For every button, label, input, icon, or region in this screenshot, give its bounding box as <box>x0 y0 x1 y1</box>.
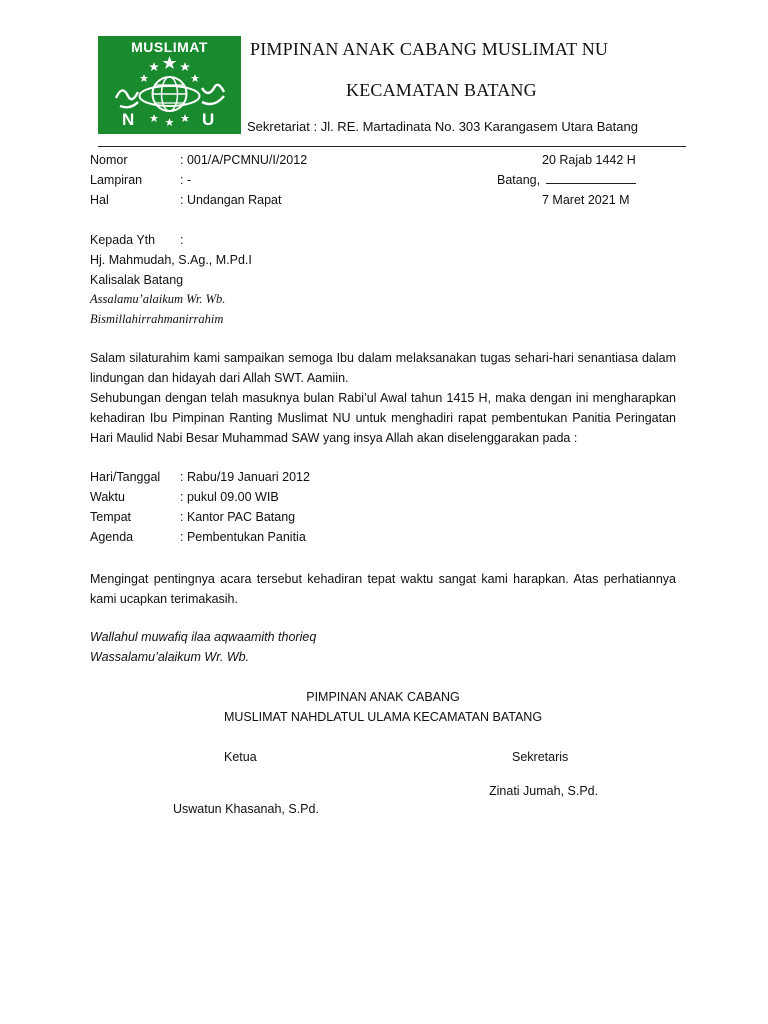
recipient-name: Hj. Mahmudah, S.Ag., M.Pd.I <box>90 253 252 267</box>
date-place <box>497 173 636 187</box>
nomor-label: Nomor <box>90 153 128 167</box>
lampiran-value: : - <box>180 173 192 187</box>
logo-letter-n: N <box>122 110 135 129</box>
body-paragraph-2: Sehubungan dengan telah masuknya bulan Rabi’ul Awal tahun 1415 H, maka dengan ini mengharapkan kehadiran Ibu Pimpinan Ranting Muslimat NU untuk menghadiri rapat pembentukan Panitia Peringatan Hari Maulid Nabi Besar Muhammad SAW yang insya Allah akan diselenggarakan pada : <box>90 391 676 445</box>
logo-top-text: MUSLIMAT <box>131 39 208 55</box>
event-time-value: : pukul 09.00 WIB <box>180 490 279 504</box>
body-paragraph-1: Salam silaturahim kami sampaikan semoga Ibu dalam melaksanakan tugas sehari-hari senantiasa dalam lindungan dan hidayah dari Allah SWT. Aamiin. <box>90 351 676 385</box>
secretary-title: Sekretaris <box>512 750 569 764</box>
secretary-name: Zinati Jumah, S.Pd. <box>489 784 599 798</box>
date-place-label: Batang, <box>497 173 541 187</box>
body-paragraph-3: Mengingat pentingnya acara tersebut kehadiran tepat waktu sangat kami harapkan. Atas perhatiannya kami ucapkan terimakasih. <box>90 572 676 606</box>
kepada-label: Kepada Yth <box>90 233 156 247</box>
event-time-label: Waktu <box>90 490 125 504</box>
greeting-salam: Assalamu’alaikum Wr. Wb. <box>90 292 226 306</box>
greeting-basmalah: Bismillahirrahmanirrahim <box>90 312 224 326</box>
event-date-label: Hari/Tanggal <box>90 470 161 484</box>
recipient-place: Kalisalak Batang <box>90 273 184 287</box>
signature-org-line-1: PIMPINAN ANAK CABANG <box>306 690 460 704</box>
event-agenda-label: Agenda <box>90 530 134 544</box>
nomor-value: : 001/A/PCMNU/I/2012 <box>180 153 308 167</box>
header-divider <box>98 146 686 147</box>
event-date-value: : Rabu/19 Januari 2012 <box>180 470 310 484</box>
letterhead-address: Sekretariat : Jl. RE. Martadinata No. 303 Karangasem Utara Batang <box>247 119 638 134</box>
closing-line-2: Wassalamu’alaikum Wr. Wb. <box>90 650 250 664</box>
chair-name: Uswatun Khasanah, S.Pd. <box>173 802 319 816</box>
hijri-date: 20 Rajab 1442 H <box>542 153 636 167</box>
letterhead-title-line2: KECAMATAN BATANG <box>346 80 537 100</box>
logo-letter-u: U <box>202 110 215 129</box>
date-line-divider <box>546 173 636 184</box>
event-agenda-value: : Pembentukan Panitia <box>180 530 306 544</box>
closing-line-1: Wallahul muwafiq ilaa aqwaamith thorieq <box>90 630 317 644</box>
gregorian-date: 7 Maret 2021 M <box>542 193 630 207</box>
signature-org-line-2: MUSLIMAT NAHDLATUL ULAMA KECAMATAN BATANG <box>223 710 543 724</box>
hal-value: : Undangan Rapat <box>180 193 282 207</box>
event-place-value: : Kantor PAC Batang <box>180 510 296 524</box>
kepada-colon: : <box>180 233 184 247</box>
event-place-label: Tempat <box>90 510 131 524</box>
muslimat-nu-logo <box>98 36 241 134</box>
chair-title: Ketua <box>224 750 257 764</box>
hal-label: Hal <box>90 193 109 207</box>
letterhead-title-line1: PIMPINAN ANAK CABANG MUSLIMAT NU <box>250 39 609 59</box>
lampiran-label: Lampiran <box>90 173 143 187</box>
